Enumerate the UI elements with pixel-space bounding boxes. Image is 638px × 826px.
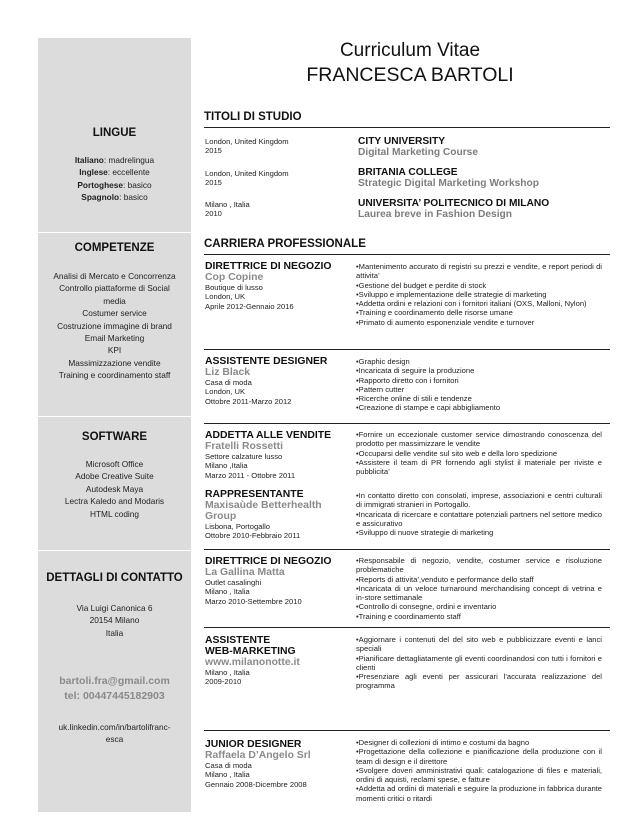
- education-institution: BRITANIA COLLEGE: [358, 167, 458, 178]
- sidebar-divider: [38, 416, 191, 417]
- language-item: Inglese: eccellente: [79, 167, 150, 178]
- job-title: ADDETTA ALLE VENDITE: [205, 430, 332, 441]
- job-title: DIRETTRICE DI NEGOZIO: [205, 556, 332, 567]
- bullet-item: • Rapporto diretto con i fornitori: [356, 376, 602, 385]
- education-institution: CITY UNIVERSITY: [358, 136, 445, 147]
- bullet-item: • Responsabile di negozio, vendite, costumer service e risoluzione problematiche: [356, 556, 602, 575]
- address-line: 20154 Milano: [89, 615, 140, 626]
- job-title: ASSISTENTE: [205, 635, 271, 646]
- job-entry: [205, 430, 349, 480]
- job-company: Group: [205, 511, 237, 522]
- education-heading: TITOLI DI STUDIO: [204, 111, 302, 123]
- job-meta: 2009-2010: [205, 677, 242, 687]
- software-item: Autodesk Maya: [85, 483, 144, 494]
- job-entry: [205, 556, 349, 606]
- job-meta: Casa di moda: [205, 761, 252, 770]
- job-bullets: [356, 262, 602, 327]
- bullet-item: • Creazione di stampe e capi abbigliamento: [356, 403, 602, 412]
- job-company: La Gallina Matta: [205, 567, 285, 578]
- bullet-item: • Designer di collezioni di intimo e costumi da bagno: [356, 738, 602, 747]
- language-item: Spagnolo: basico: [81, 192, 148, 203]
- bullet-item: • Mantenimento accurato di registri su prezzi e vendite, e report periodi di attivita’: [356, 262, 602, 281]
- software-item: Microsoft Office: [85, 459, 144, 469]
- education-meta: London, United Kingdom 2015: [205, 137, 289, 156]
- bullet-item: • Fornire un eccezionale customer service dimostrando conoscenza del prodotto per massimizzare le vendite: [356, 430, 602, 449]
- job-company: Raffaela D’Angelo Srl: [205, 750, 311, 761]
- software-item: Lectra Kaledo and Modaris: [64, 496, 165, 507]
- bullet-item: • Ricerche online di stili e tendenze: [356, 394, 602, 403]
- skills-list: [38, 270, 191, 382]
- job-company: Cop Copine: [205, 272, 264, 283]
- job-title: JUNIOR DESIGNER: [205, 739, 302, 750]
- job-meta: Outlet casalinghi: [205, 578, 262, 587]
- job-entry: [205, 635, 349, 687]
- languages-list: [38, 154, 191, 204]
- job-entry: [205, 739, 349, 789]
- language-item: Italiano: madrelingua: [74, 155, 155, 165]
- job-meta: Ottobre 2011-Marzo 2012: [205, 396, 292, 406]
- software-item: Adobe Creative Suite: [75, 471, 154, 482]
- education-institution: UNIVERSITA’ POLITECNICO DI MILANO: [358, 198, 550, 209]
- skill-item: Massimizzazione vendite: [68, 357, 161, 368]
- job-entry: [205, 261, 349, 311]
- bullet-item: • Reports di attivita’,venduto e performance dello staff: [356, 575, 602, 584]
- job-entry: [205, 356, 349, 406]
- job-meta: Settore calzature lusso: [205, 452, 283, 461]
- bullet-item: • Aggiornare i contenuti del del sito web e pubblicizzare eventi e lanci speciali: [356, 635, 602, 654]
- skills-heading: COMPETENZE: [74, 242, 155, 254]
- job-meta: Casa di moda: [205, 378, 252, 387]
- skill-item: media: [103, 295, 126, 306]
- job-meta: London, UK: [205, 292, 246, 302]
- job-bullets: [356, 430, 602, 476]
- job-meta: Milano , Italia: [205, 587, 250, 597]
- job-rule: [204, 423, 610, 424]
- bullet-item: • In contatto diretto con consolati, imprese, associazioni e centri culturali di immigrati stranieri in Portogallo.: [356, 491, 602, 510]
- skill-item: KPI: [107, 345, 122, 356]
- job-meta: Milano ,Italia: [205, 461, 248, 471]
- bullet-item: • Svolgere doveri amministrativi quali: catalogazione di files e materiali, ordini di aquisti, reclami spese, e fatture: [356, 766, 602, 785]
- skill-item: Costumer service: [82, 308, 147, 319]
- bullet-item: • Primato di aumento esponenziale vendite e turnover: [356, 318, 602, 327]
- skill-item: Training e coordinamento staff: [58, 370, 171, 381]
- bullet-item: • Sviluppo e implementazione delle strategie di marketing: [356, 290, 602, 299]
- address-line: Via Luigi Canonica 6: [76, 603, 153, 613]
- bullet-item: • Assistere il team di PR fornendo agli stylist il materiale per riviste e pubblicita’: [356, 458, 602, 477]
- job-rule: [204, 730, 610, 731]
- job-meta: Boutique di lusso: [205, 283, 263, 292]
- sidebar-divider: [38, 232, 191, 233]
- bullet-item: • Sviluppo di nuove strategie di marketing: [356, 528, 602, 537]
- education-meta: Milano , Italia 2010: [205, 200, 250, 219]
- job-meta: Marzo 2011 - Ottobre 2011: [205, 470, 296, 480]
- bullet-item: • Pattern cutter: [356, 385, 602, 394]
- cv-title: Curriculum Vitae: [339, 40, 481, 61]
- job-meta: Aprile 2012-Gennaio 2016: [205, 301, 294, 311]
- job-title: DIRETTRICE DI NEGOZIO: [205, 261, 332, 272]
- job-meta: Ottobre 2010-Febbraio 2011: [205, 531, 301, 541]
- contact-email[interactable]: bartoli.fra@gmail.com: [59, 675, 170, 687]
- job-rule: [204, 349, 610, 350]
- job-company: Fratelli Rossetti: [205, 441, 283, 452]
- bullet-item: • Gestione del budget e perdite di stock: [356, 281, 602, 290]
- contact-linkedin[interactable]: uk.linkedin.com/in/bartolifranc- esca: [58, 722, 171, 745]
- job-bullets: [356, 357, 602, 413]
- career-heading: CARRIERA PROFESSIONALE: [204, 238, 366, 250]
- job-meta: Gennaio 2008-Dicembre 2008: [205, 779, 307, 789]
- bullet-item: • Graphic design: [356, 357, 602, 366]
- job-company: Liz Black: [205, 367, 251, 378]
- bullet-item: • Progettazione della collezione e pianificazione della produzione con il team di design e il direttore: [356, 747, 602, 766]
- contact-address: [38, 602, 191, 639]
- software-list: [38, 458, 191, 520]
- bullet-item: • Training e coordinamento delle risorse umane: [356, 308, 602, 317]
- bullet-item: • Presenziare agli eventi per assicurari l’accurata realizzazione del programma: [356, 672, 602, 691]
- skill-item: Costruzione immagine di brand: [57, 320, 172, 331]
- job-rule: [204, 627, 610, 628]
- skill-item: Analisi di Mercato e Concorrenza: [53, 271, 176, 281]
- education-meta: London, United Kingdom 2015: [205, 169, 289, 188]
- job-entry: [205, 489, 349, 541]
- bullet-item: • Incaricata di ricercare e contattare potenziali partners nel settore medico e assicurativo: [356, 510, 602, 529]
- job-meta: Marzo 2010-Settembre 2010: [205, 596, 302, 606]
- job-rule: [204, 549, 610, 550]
- software-heading: SOFTWARE: [81, 431, 148, 443]
- bullet-item: • Controllo di consegne, ordini e inventario: [356, 602, 602, 611]
- language-item: Portoghese: basico: [77, 179, 152, 190]
- sidebar-divider: [38, 550, 191, 551]
- skill-item: Controllo piattaforme di Social: [59, 283, 170, 294]
- education-degree: Digital Marketing Course: [358, 147, 479, 158]
- bullet-item: • Incaricata di seguire la produzione: [356, 366, 602, 375]
- address-line: Italia: [105, 627, 124, 638]
- job-company: Maxisaùde Betterhealth: [205, 500, 322, 511]
- bullet-item: • Pianificare dettagliatamente gli eventi coordinandosi con tutti i fornitori e clienti: [356, 654, 602, 673]
- job-title: ASSISTENTE DESIGNER: [205, 356, 328, 367]
- job-title: WEB-MARKETING: [205, 646, 296, 657]
- bullet-item: • Training e coordinamento staff: [356, 612, 602, 621]
- education-degree: Strategic Digital Marketing Workshop: [358, 178, 539, 189]
- job-meta: Milano , Italia: [205, 668, 250, 677]
- job-bullets: [356, 635, 602, 691]
- bullet-item: • Addetta ad ordini di materiali e seguire la produzione in fabbrica durante momenti critici o ritardi: [356, 784, 602, 803]
- candidate-name: FRANCESCA BARTOLI: [306, 64, 514, 86]
- education-degree: Laurea breve in Fashion Design: [358, 209, 512, 220]
- job-title: RAPPRESENTANTE: [205, 489, 304, 500]
- job-meta: Milano , Italia: [205, 770, 250, 780]
- job-meta: Lisbona, Portogallo: [205, 522, 271, 531]
- bullet-item: • Addetta ordini e relazioni con i fornitori italiani (OXS, Malloni, Nylon): [356, 299, 602, 308]
- job-bullets: [356, 556, 602, 621]
- job-bullets: [356, 738, 602, 803]
- contact-heading: DETTAGLI DI CONTATTO: [46, 572, 183, 584]
- contact-phone[interactable]: tel: 00447445182903: [64, 690, 165, 702]
- bullet-item: • Occuparsi delle vendite sul sito web e della loro spedizione: [356, 449, 602, 458]
- job-meta: London, UK: [205, 387, 246, 397]
- bullet-item: • Incaricata di un veloce turnaround merchandising concept di vetrina e in-store settimanale: [356, 584, 602, 603]
- section-rule: [204, 127, 610, 128]
- job-bullets: [356, 491, 602, 537]
- languages-heading: LINGUE: [92, 127, 137, 139]
- software-item: HTML coding: [89, 508, 140, 519]
- section-rule: [204, 254, 610, 255]
- job-company: www.milanonotte.it: [205, 657, 300, 668]
- skill-item: Email Marketing: [84, 333, 145, 344]
